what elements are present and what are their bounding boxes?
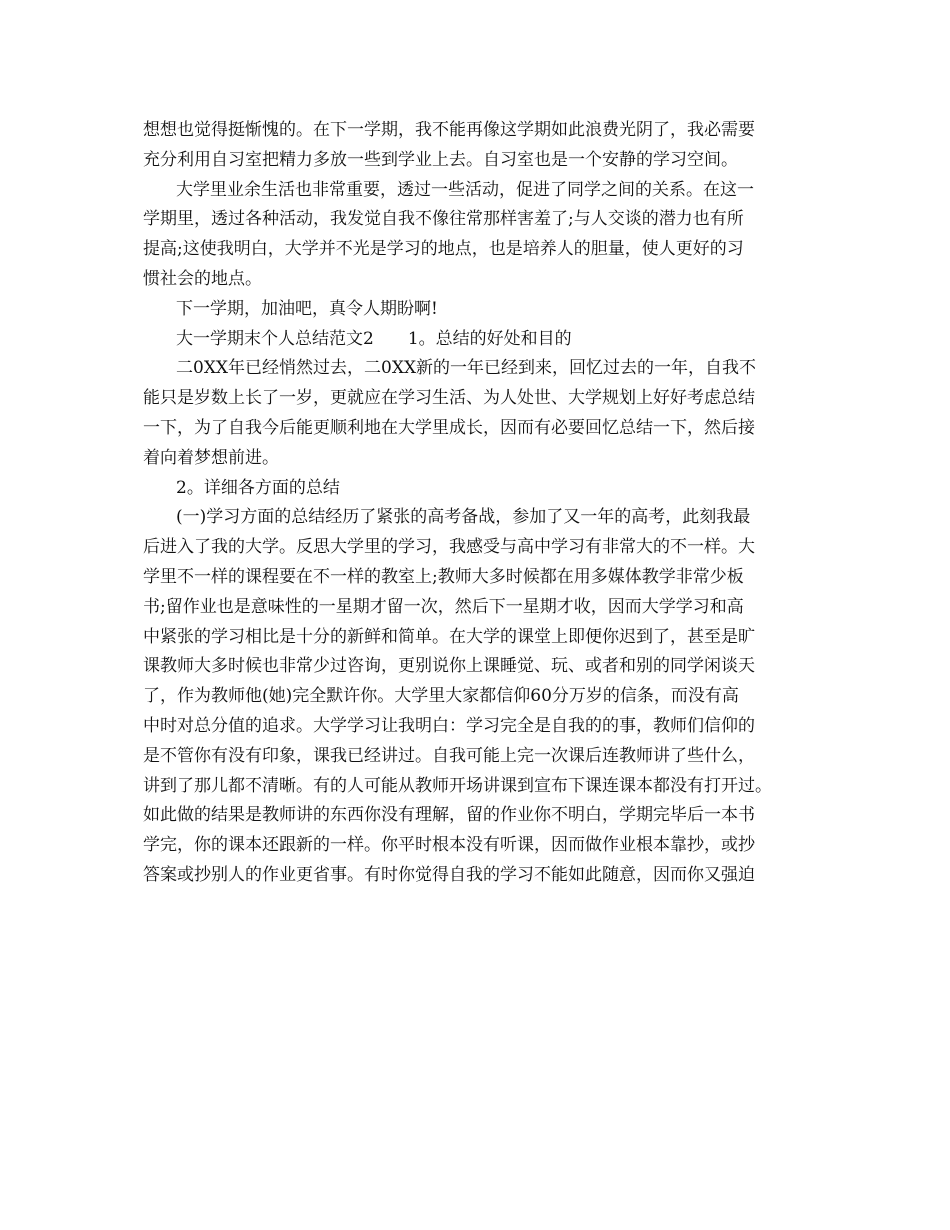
text-line: 课教师大多时候也非常少过咨询，更别说你上课睡觉、玩、或者和别的同学闲谈天 xyxy=(143,656,755,677)
text-line: 2。详细各方面的总结 xyxy=(176,477,340,498)
text-line: 二0XX年已经悄然过去，二0XX新的一年已经到来，回忆过去的一年，自我不 xyxy=(176,358,757,379)
text-line: (一)学习方面的总结经历了紧张的高考备战，参加了又一年的高考，此刻我最 xyxy=(176,507,751,528)
text-line: 学期里，透过各种活动，我发觉自我不像往常那样害羞了;与人交谈的潜力也有所 xyxy=(143,209,744,230)
text-line: 提高;这使我明白，大学并不光是学习的地点，也是培养人的胆量，使人更好的习 xyxy=(143,239,744,260)
document-body xyxy=(143,116,815,891)
text-line: 书;留作业也是意味性的一星期才留一次，然后下一星期才收，因而大学学习和高 xyxy=(143,596,744,617)
text-line: 中紧张的学习相比是十分的新鲜和简单。在大学的课堂上即便你迟到了，甚至是旷 xyxy=(143,626,755,647)
text-line: 中时对总分值的追求。大学学习让我明白：学习完全是自我的的事，教师们信仰的 xyxy=(143,715,755,736)
text-line: 大学里业余生活也非常重要，透过一些活动，促进了同学之间的关系。在这一 xyxy=(176,179,754,200)
text-line: 学完，你的课本还跟新的一样。你平时根本没有听课，因而做作业根本靠抄，或抄 xyxy=(143,835,755,856)
text-line: 答案或抄别人的作业更省事。有时你觉得自我的学习不能如此随意，因而你又强迫 xyxy=(143,864,755,885)
text-line: 惯社会的地点。 xyxy=(143,268,262,289)
text-line: 后进入了我的大学。反思大学里的学习，我感受与高中学习有非常大的不一样。大 xyxy=(143,537,755,558)
text-line: 大一学期末个人总结范文2 1。总结的好处和目的 xyxy=(176,328,572,349)
text-line: 学里不一样的课程要在不一样的教室上;教师大多时候都在用多媒体教学非常少板 xyxy=(143,566,744,587)
text-line: 下一学期，加油吧，真令人期盼啊! xyxy=(176,298,438,319)
text-line: 想想也觉得挺惭愧的。在下一学期，我不能再像这学期如此浪费光阴了，我必需要 xyxy=(143,120,755,140)
text-line: 如此做的结果是教师讲的东西你没有理解，留的作业你不明白，学期完毕后一本书 xyxy=(143,805,755,826)
text-line: 讲到了那儿都不清晰。有的人可能从教师开场讲课到宣布下课连课本都没有打开过。 xyxy=(143,775,772,796)
text-line: 着向着梦想前进。 xyxy=(143,447,279,468)
text-line: 是不管你有没有印象，课我已经讲过。自我可能上完一次课后连教师讲了些什么， xyxy=(143,745,755,766)
text-line: 了，作为教师他(她)完全默许你。大学里大家都信仰60分万岁的信条，而没有高 xyxy=(143,686,739,707)
text-line: 一下，为了自我今后能更顺利地在大学里成长，因而有必要回忆总结一下，然后接 xyxy=(143,417,755,438)
text-line: 能只是岁数上长了一岁，更就应在学习生活、为人处世、大学规划上好好考虑总结 xyxy=(143,388,755,409)
text-line: 充分利用自习室把精力多放一些到学业上去。自习室也是一个安静的学习空间。 xyxy=(143,149,738,170)
